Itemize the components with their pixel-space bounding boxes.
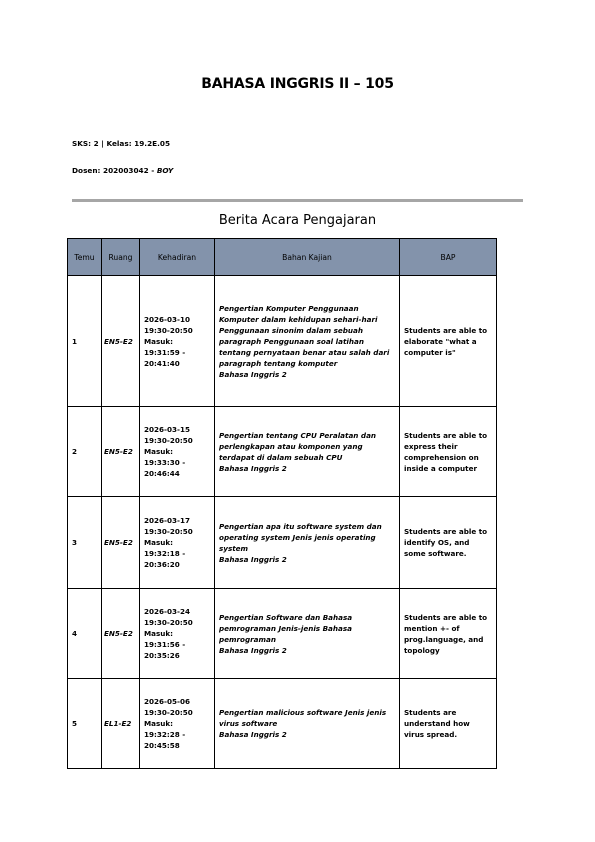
cell-bap: Students are able to mention +- of prog.language, and topology [400, 589, 497, 679]
cell-kehadiran: 2026-05-06 19:30-20:50 Masuk: 19:32:28 - 20:45:58 [140, 679, 215, 769]
cell-bahan-kajian: Pengertian Software dan Bahasa pemrograman Jenis-jenis Bahasa pemrograman Bahasa Inggris 2 [215, 589, 400, 679]
cell-kehadiran: 2026-03-24 19:30-20:50 Masuk: 19:31:56 - 20:35:26 [140, 589, 215, 679]
bap-table [67, 238, 497, 769]
header-bap: BAP [400, 239, 497, 276]
cell-kehadiran: 2026-03-17 19:30-20:50 Masuk: 19:32:18 - 20:36:20 [140, 497, 215, 589]
cell-temu: 1 [68, 276, 102, 407]
table-row [68, 407, 497, 497]
cell-kehadiran: 2026-03-10 19:30-20:50 Masuk: 19:31:59 - 20:41:40 [140, 276, 215, 407]
cell-bahan-kajian: Pengertian malicious software Jenis jenis virus software Bahasa Inggris 2 [215, 679, 400, 769]
cell-ruang: EN5-E2 [102, 589, 140, 679]
cell-ruang: EL1-E2 [102, 679, 140, 769]
header-temu: Temu [68, 239, 102, 276]
header-bahan-kajian: Bahan Kajian [215, 239, 400, 276]
cell-bahan-kajian: Pengertian apa itu software system dan operating system Jenis jenis operating system Bahasa Inggris 2 [215, 497, 400, 589]
table-row [68, 679, 497, 769]
cell-bap: Students are understand how virus spread. [400, 679, 497, 769]
page-title: BAHASA INGGRIS II – 105 [201, 76, 394, 92]
table-row [68, 497, 497, 589]
cell-temu: 3 [68, 497, 102, 589]
cell-ruang: EN5-E2 [102, 407, 140, 497]
cell-ruang: EN5-E2 [102, 497, 140, 589]
cell-bap: Students are able to identify OS, and some software. [400, 497, 497, 589]
table-row [68, 276, 497, 407]
dosen-label: Dosen: 202003042 - [72, 166, 157, 175]
cell-temu: 5 [68, 679, 102, 769]
cell-bap: Students are able to elaborate "what a computer is" [400, 276, 497, 407]
cell-kehadiran: 2026-03-15 19:30-20:50 Masuk: 19:33:30 - 20:46:44 [140, 407, 215, 497]
cell-bahan-kajian: Pengertian Komputer Penggunaan Komputer dalam kehidupan sehari-hari Penggunaan sinonim dalam sebuah paragraph Penggunaan soal latihan tentang pernyataan benar atau salah dari paragraph tentang komputer Bahasa Inggris 2 [215, 276, 400, 407]
cell-temu: 4 [68, 589, 102, 679]
header-kehadiran: Kehadiran [140, 239, 215, 276]
header-ruang: Ruang [102, 239, 140, 276]
cell-bap: Students are able to express their comprehension on inside a computer [400, 407, 497, 497]
dosen-name: BOY [156, 166, 174, 175]
cell-bahan-kajian: Pengertian tentang CPU Peralatan dan perlengkapan atau komponen yang terdapat di dalam sebuah CPU Bahasa Inggris 2 [215, 407, 400, 497]
cell-ruang: EN5-E2 [102, 276, 140, 407]
divider [72, 199, 523, 202]
dosen-line [72, 166, 173, 175]
table-row [68, 589, 497, 679]
cell-temu: 2 [68, 407, 102, 497]
sks-kelas-line: SKS: 2 | Kelas: 19.2E.05 [72, 139, 171, 148]
table-header-row [68, 239, 497, 276]
section-title: Berita Acara Pengajaran [218, 213, 377, 228]
